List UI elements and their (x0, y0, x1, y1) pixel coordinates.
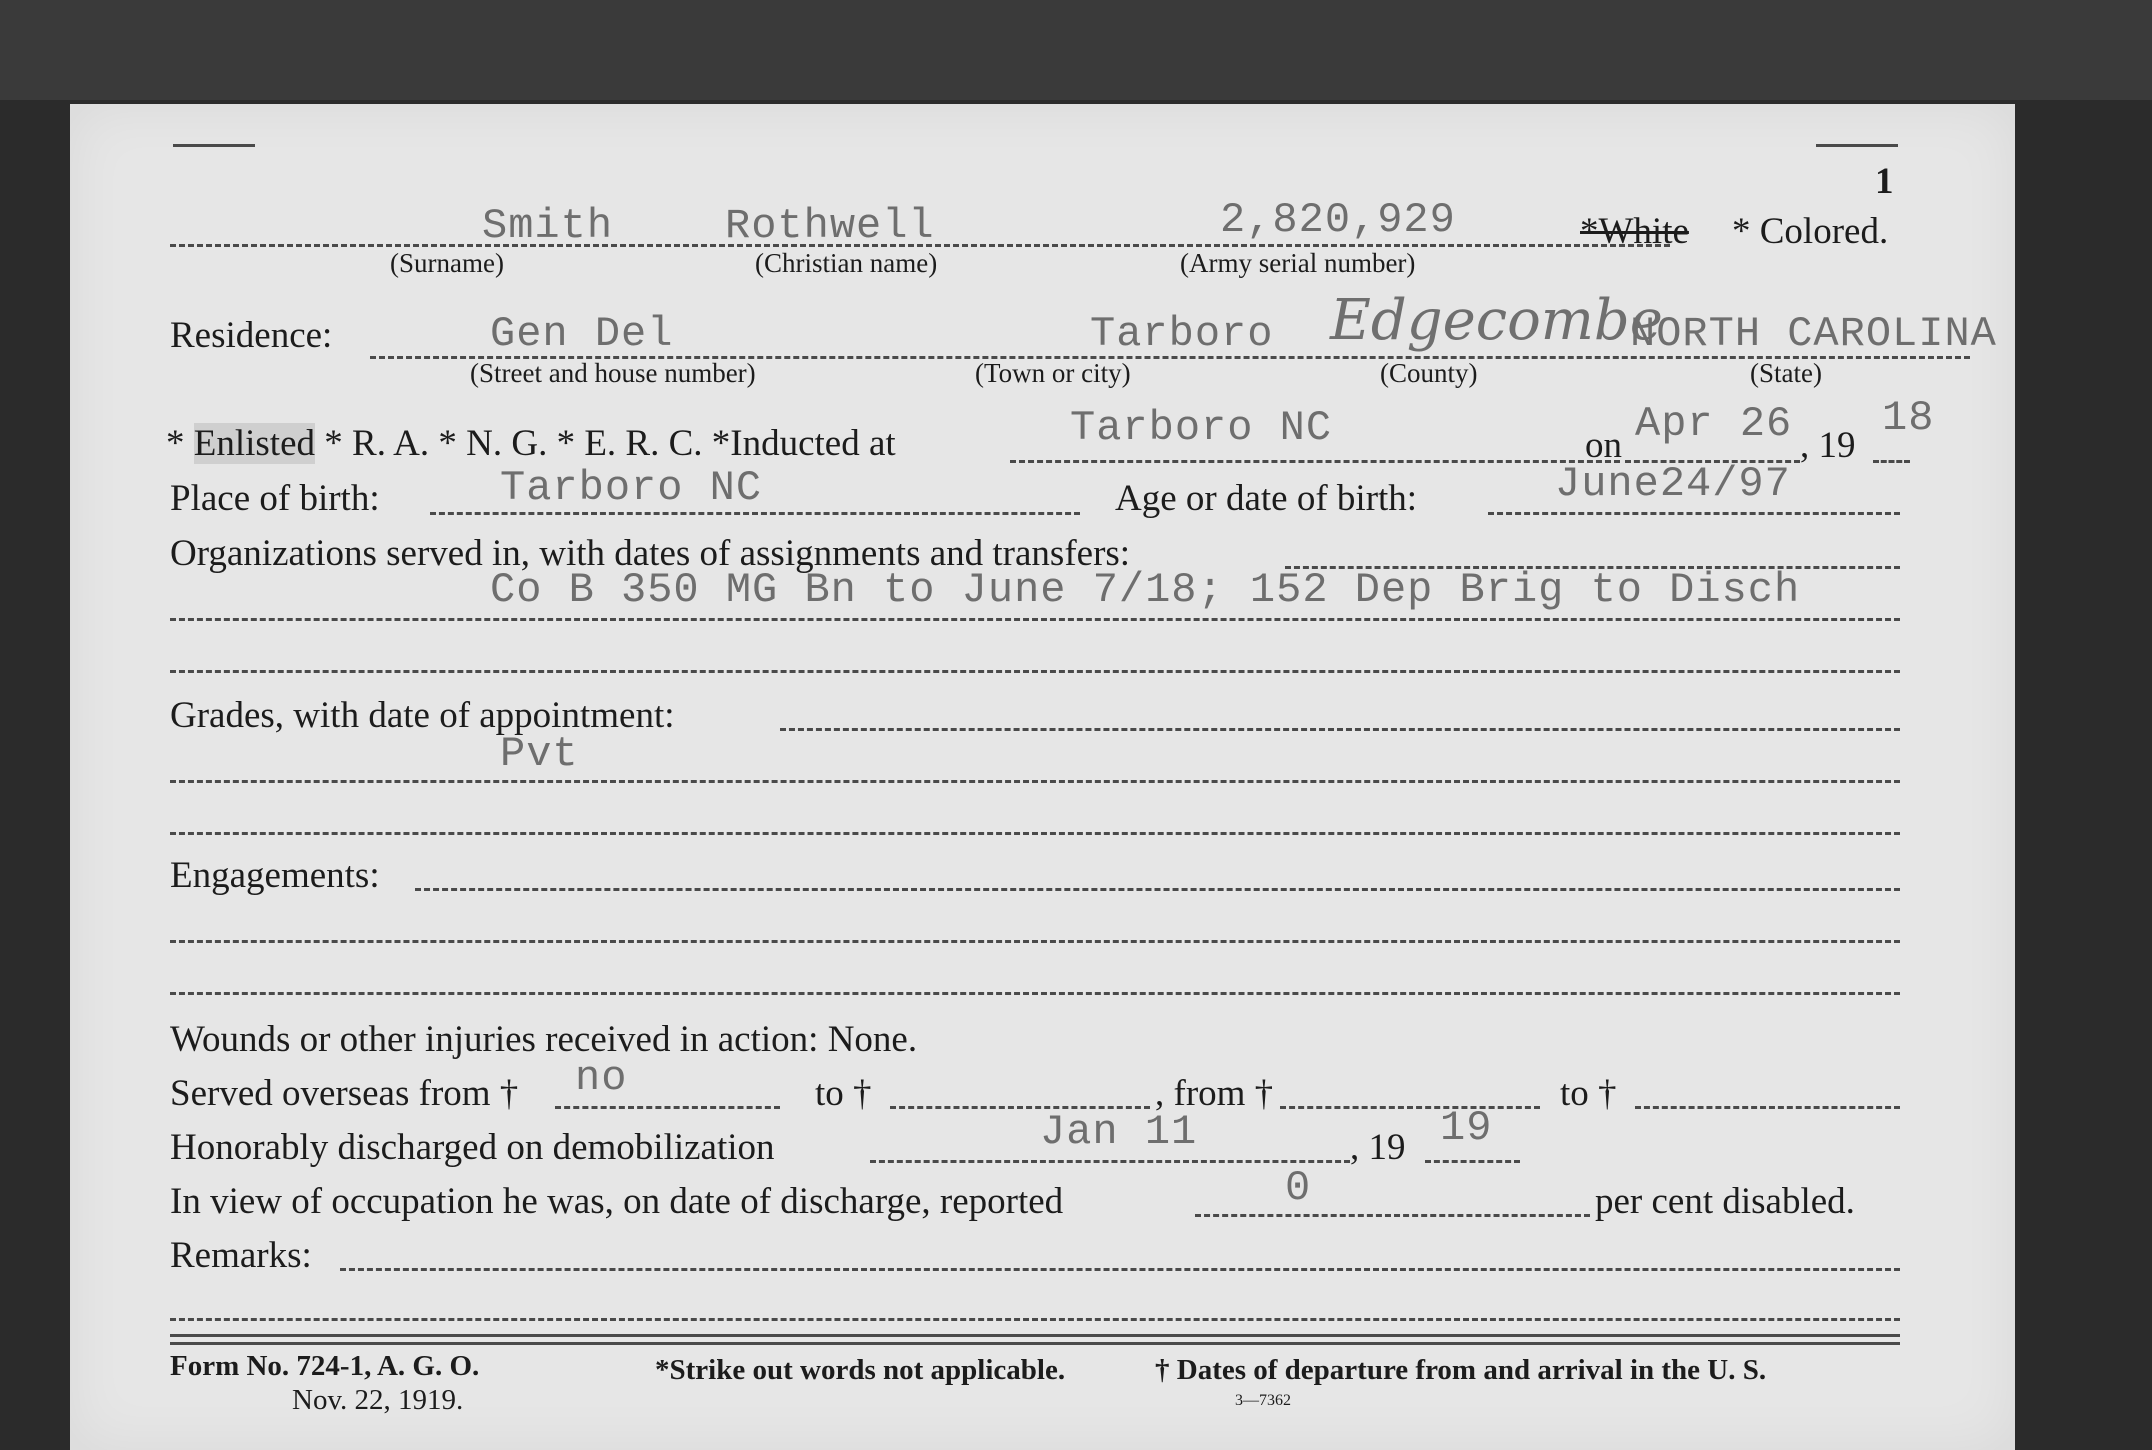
enlist-year-value: 18 (1882, 394, 1935, 442)
print-code: 3—7362 (1235, 1392, 1291, 1409)
grades-value: Pvt (500, 730, 579, 778)
disability-line (1195, 1214, 1590, 1217)
top-right-rule (1816, 144, 1898, 147)
white-option: *White (1580, 211, 1689, 252)
engagements-line-2 (170, 940, 1900, 943)
discharge-date-line (870, 1160, 1350, 1163)
town-value: Tarboro (1090, 310, 1274, 358)
overseas-to-label: to † (815, 1073, 872, 1114)
surname-caption: (Surname) (390, 248, 504, 278)
inducted-at-value: Tarboro NC (1070, 404, 1333, 452)
enlisted-star: * (166, 423, 185, 464)
residence-label: Residence: (170, 315, 333, 356)
birth-date-value: June24/97 (1555, 460, 1791, 508)
overseas-label: Served overseas from † (170, 1073, 519, 1114)
footer-rule-1 (170, 1334, 1900, 1337)
card-number: 1 (1875, 161, 1894, 202)
enlisted-option: Enlisted (193, 423, 316, 464)
disability-label: In view of occupation he was, on date of discharge, reported (170, 1181, 1064, 1222)
grades-label: Grades, with date of appointment: (170, 695, 675, 736)
inducted-at-line (1010, 460, 1620, 463)
county-value: Edgecombe (1330, 288, 1663, 353)
enlist-date-value: Apr 26 (1635, 400, 1793, 448)
engagements-label: Engagements: (170, 855, 380, 896)
organizations-value: Co B 350 MG Bn to June 7/18; 152 Dep Brig to Disch (490, 566, 1801, 614)
grades-line-3 (170, 832, 1900, 835)
disability-value: 0 (1285, 1164, 1312, 1212)
street-caption: (Street and house number) (470, 358, 756, 388)
overseas-from2-line (1280, 1106, 1540, 1109)
enlistment-line-label (166, 422, 896, 465)
discharge-label: Honorably discharged on demobilization (170, 1127, 775, 1168)
place-of-birth-label: Place of birth: (170, 478, 380, 519)
age-label: Age or date of birth: (1115, 478, 1418, 519)
state-caption: (State) (1750, 358, 1822, 388)
county-caption: (County) (1380, 358, 1478, 388)
enlist-year-prefix: , 19 (1800, 425, 1856, 466)
on-label: on (1585, 425, 1622, 466)
wounds-label: Wounds or other injuries received in action: None. (170, 1019, 918, 1060)
form-number: Form No. 724-1, A. G. O. (170, 1350, 480, 1382)
footer-rule-2 (170, 1342, 1900, 1345)
overseas-to2-label: to † (1560, 1073, 1617, 1114)
remarks-line-2 (170, 1318, 1900, 1321)
age-line (1488, 512, 1900, 515)
colored-option: * Colored. (1732, 211, 1889, 252)
form-date: Nov. 22, 1919. (292, 1384, 464, 1416)
overseas-from2-label: , from † (1155, 1073, 1274, 1114)
serial-number-caption: (Army serial number) (1180, 248, 1416, 278)
discharge-year-line (1425, 1160, 1520, 1163)
organizations-line-3 (170, 670, 1900, 673)
grades-line-1 (780, 728, 1900, 731)
town-caption: (Town or city) (975, 358, 1131, 388)
christian-name-caption: (Christian name) (755, 248, 938, 278)
organizations-line-2 (170, 618, 1900, 621)
place-of-birth-line (430, 512, 1080, 515)
scan-backdrop (0, 0, 2152, 100)
serial-number-value: 2,820,929 (1220, 196, 1456, 244)
surname-value: Smith (482, 202, 614, 250)
remarks-label: Remarks: (170, 1235, 312, 1276)
discharge-year-value: 19 (1440, 1104, 1493, 1152)
organizations-label: Organizations served in, with dates of assignments and transfers: (170, 533, 1131, 574)
christian-name-value: Rothwell (725, 202, 935, 250)
overseas-to2-line (1635, 1106, 1900, 1109)
disability-suffix: per cent disabled. (1595, 1181, 1855, 1222)
enlist-year-line (1873, 460, 1910, 463)
grades-line-2 (170, 780, 1900, 783)
engagements-line-3 (170, 992, 1900, 995)
enlistment-options: * R. A. * N. G. * E. R. C. *Inducted at (324, 423, 896, 464)
remarks-line-1 (340, 1268, 1900, 1271)
service-record-card (70, 104, 2015, 1450)
place-of-birth-value: Tarboro NC (500, 464, 763, 512)
top-left-rule (173, 144, 255, 147)
state-value: NORTH CAROLINA (1630, 310, 1997, 358)
engagements-line-1 (415, 888, 1900, 891)
dates-note: † Dates of departure from and arrival in the U. S. (1155, 1354, 1767, 1386)
street-value: Gen Del (490, 310, 674, 358)
discharge-date-value: Jan 11 (1040, 1108, 1198, 1156)
strike-note: *Strike out words not applicable. (655, 1354, 1066, 1386)
overseas-from-value: no (575, 1054, 628, 1102)
discharge-year-prefix: , 19 (1350, 1127, 1406, 1168)
overseas-from-line (555, 1106, 780, 1109)
